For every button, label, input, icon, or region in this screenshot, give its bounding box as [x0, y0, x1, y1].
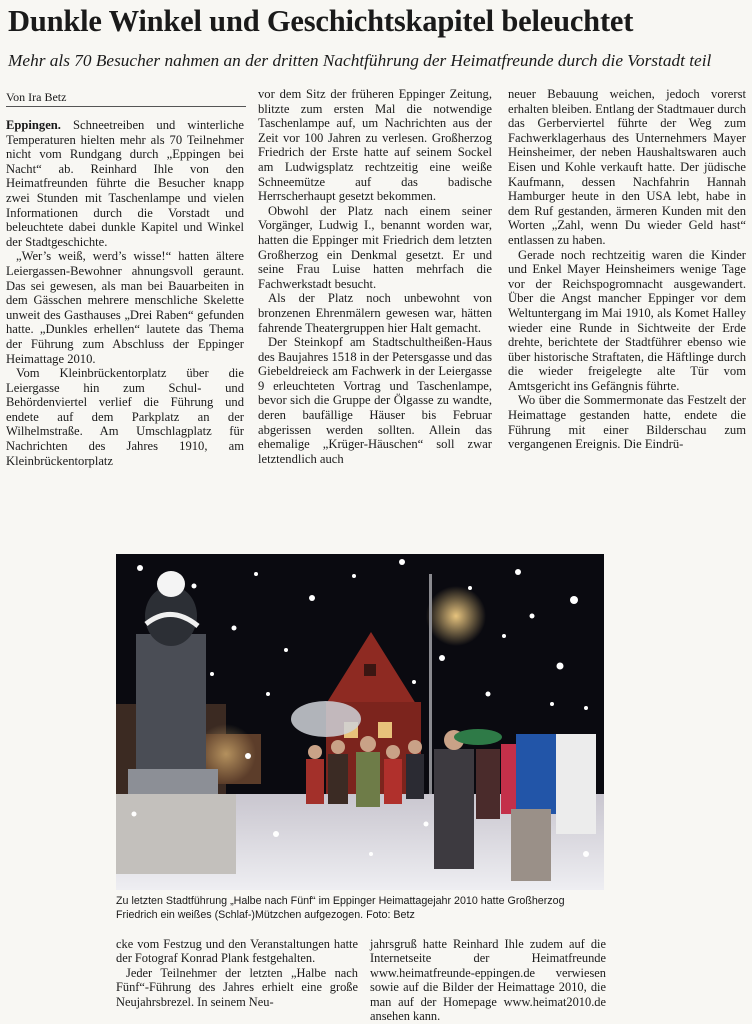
- paragraph: „Wer’s weiß, werd’s wisse!“ hatten ältere Leiergassen-Bewohner ahnungsvoll geraunt. Das sei gewesen, als man bei Bauarbeiten in dem Gässchen mehrere menschliche Skelette unweit des Gasthauses „Drei Raben“ gefunden hatte. „Dunkles erhellen“ lautete das Thema der Führung zum Abschluss der Eppinger Heimattage 2010.: [6, 249, 244, 366]
- monument-pedestal: [136, 634, 206, 774]
- paragraph: Jeder Teilnehmer der letzten „Halbe nach Fünf“-Führung des Jahres erhielt eine große Neujahrsbrezel. In seinem Neu-: [116, 965, 358, 1009]
- subheadline: Mehr als 70 Besucher nahmen an der dritten Nachtführung der Heimatfreunde durch die Vorstadt teil: [8, 51, 712, 70]
- snow-cap: [157, 571, 185, 597]
- paragraph: neuer Bebauung weichen, jedoch vorerst erhalten bleiben. Entlang der Stadtmauer durch das Gerberviertel führte der Weg zum Fachwerklagerhaus des Unternehmers Mayer Heinsheimer, der neben Haushaltswaren auch Eisen und Kohle verkauft hatte. Der jüdische Kaufmann, dessen Nachfahrin Hannah Hamburger heute in den USA lebt, habe in dem Ruf gestanden, ärmeren Kunden mit den Worten „Zahl, wenn Du wieder Geld hast“ entlassen zu haben.: [508, 87, 746, 247]
- paragraph: jahrsgruß hatte Reinhard Ihle zudem auf die Internetseite der Heimatfreunde www.heimatfreunde-eppingen.de verwiesen sowie auf die Bilder der Heimattage 2010, die man auf der Homepage www.heimat2010.de ansehen kann.: [370, 937, 606, 1024]
- paragraph: vor dem Sitz der früheren Eppinger Zeitung, blitzte zum ersten Mal die notwendige Taschenlampe auf, um Nachrichten aus der Zeit vor 100 Jahren zu verlesen. Großherzog Friedrich der Erste hatte auf seinem Sockel am Ludwigsplatz rechtzeitig eine weiße Schneemütze auf das badische Herrscherhaupt gesetzt bekommen.: [258, 87, 492, 204]
- article-column-4: [116, 937, 358, 1009]
- paragraph: [6, 118, 244, 249]
- byline: Von Ira Betz: [6, 90, 246, 107]
- paragraph: Der Steinkopf am Stadtschultheißen-Haus des Baujahres 1518 in der Petersgasse und das Giebeldreieck am Fachwerk in der Leiergasse 9 erleuchteten Vortrag und Taschenlampe, bevor sich die Gruppe der Ölgasse zu wandte, deren baufällige Häuser bis Februar abgerissen werden sollten. Allein das ehemalige „Krüger-Häuschen“ soll zwar letztendlich auch: [258, 335, 492, 466]
- article-column-2: [258, 87, 492, 466]
- paragraph: Wo über die Sommermonate das Festzelt der Heimattage gestanden hatte, endete die Führung mit einer Bilderschau zum vergangenen Ereignis. Die Eindrü-: [508, 393, 746, 452]
- photo-caption: Zu letzten Stadtführung „Halbe nach Fünf“ im Eppinger Heimattagejahr 2010 hatte Großherzog Friedrich ein weißes (Schlaf-)Mützchen aufgezogen. Foto: Betz: [116, 895, 565, 921]
- paragraph: Als der Platz noch unbewohnt von bronzenen Ehrenmälern gewesen war, hätten fahrende Theatergruppen hier Halt gemacht.: [258, 291, 492, 335]
- paragraph-text: Schneetreiben und winterliche Temperaturen hielten mehr als 70 Teilnehmer nicht vom Rundgang durch „Eppingen bei Nacht“ ab. Reinhard Ihle von den Heimatfreunden führte die Besucher knapp zwei Stunden mit Taschenlampe und vielen Informationen durch die Vorstadt und beleuchtete dabei dunkle Kapitel und Winkel der Stadtgeschichte.: [6, 118, 244, 249]
- umbrella: [454, 729, 502, 745]
- paragraph: cke vom Festzug und den Veranstaltungen hatte der Fotograf Konrad Plank festgehalten.: [116, 937, 358, 966]
- article-column-1: [6, 118, 244, 468]
- paragraph: Obwohl der Platz nach einem seiner Vorgänger, Ludwig I., benannt worden war, hatten die Eppinger mit Friedrich dem letzten Großherzog ein Denkmal gesetzt. Er und seine Frau Luise hatten mehrfach die Fachwerkstadt besucht.: [258, 203, 492, 291]
- headline: Dunkle Winkel und Geschichtskapitel beleuchtet: [8, 4, 634, 38]
- article-column-5: [370, 937, 606, 1023]
- paragraph: Gerade noch rechtzeitig waren die Kinder und Enkel Mayer Heinsheimers wenige Tage vor der Reichspogromnacht ausgewandert. Über die Angst mancher Eppinger vor dem Weltuntergang im Mai 1910, als Komet Halley wieder eine Runde in Sichtweite der Erde drehte, berichtete der Stadtführer ebenso wie über historische Straftaten, die Häftlinge durch die wieder freigelegte alte Tür vom Amtsgericht ins Gefängnis führte.: [508, 247, 746, 393]
- night-tour-photo: [116, 554, 604, 890]
- lamp-post: [429, 574, 432, 804]
- dateline: Eppingen.: [6, 118, 61, 132]
- paragraph: Vom Kleinbrückentorplatz über die Leiergasse hin zum Schul- und Behördenviertel verlief die Führung und endete auf dem Parkplatz an der Wilhelmstraße. Am Umschlagplatz für Nachrichten des Jahres 1910, am Kleinbrückentorplatz: [6, 366, 244, 468]
- snowy-tree: [291, 701, 361, 737]
- article-column-3: [508, 87, 746, 452]
- photo-illustration: [116, 554, 604, 890]
